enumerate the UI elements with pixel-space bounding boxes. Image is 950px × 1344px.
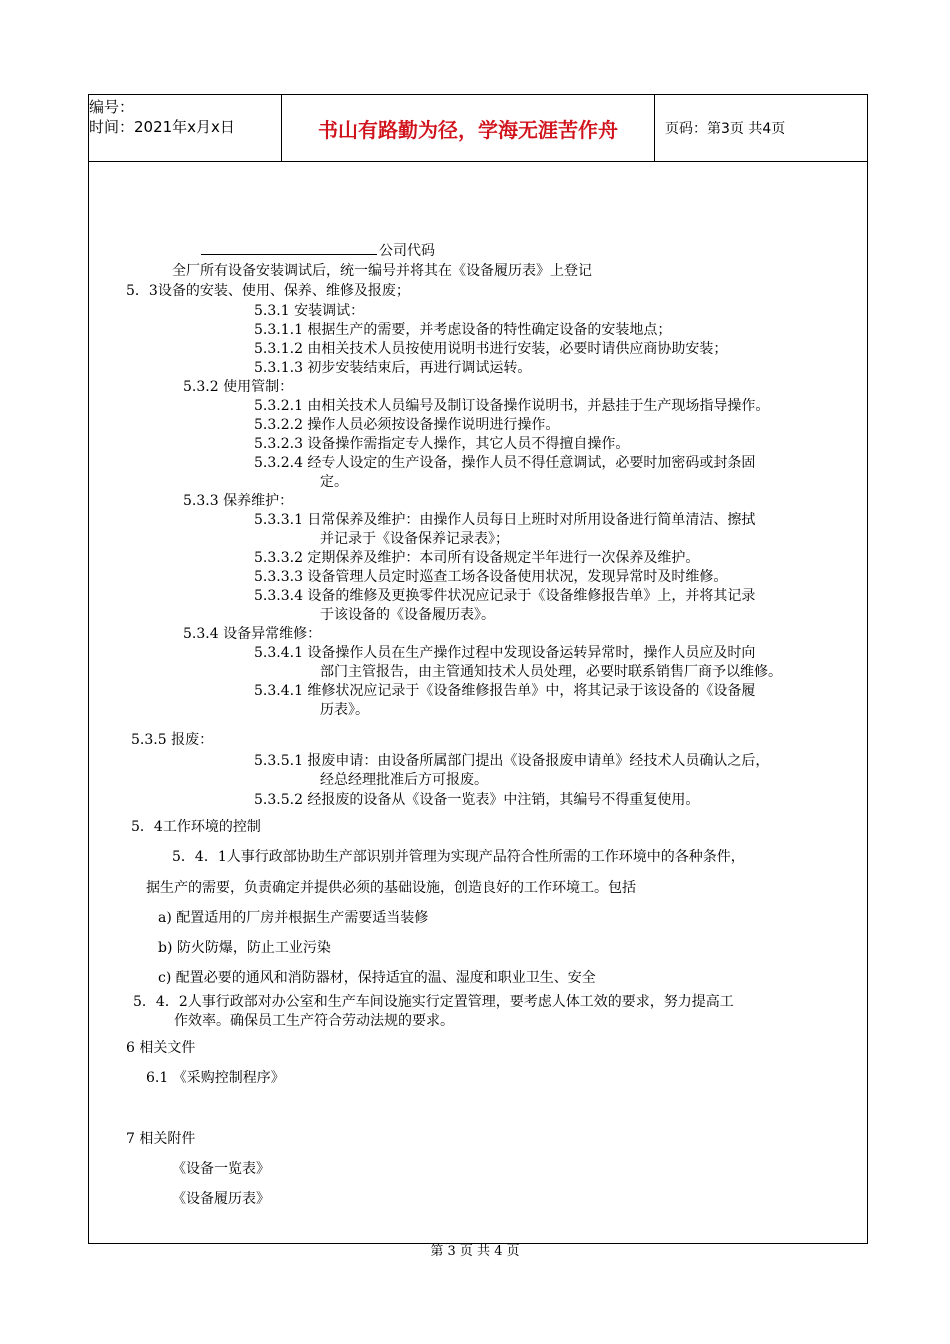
motto-text: 书山有路勤为径，学海无涯苦作舟 (318, 117, 618, 142)
body-line-cont: 作效率。确保员工生产符合劳动法规的要求。 (174, 1013, 454, 1029)
subsection-heading: 5.3.3 保养维护： (183, 493, 294, 509)
list-item: b) 防火防爆，防止工业污染 (158, 940, 331, 956)
motto-cell (282, 95, 655, 161)
header-info-cell (89, 95, 282, 161)
body-line: 5.3.3.2 定期保养及维护：本司所有设备规定半年进行一次保养及维护。 (254, 550, 700, 566)
body-line: 5.3.2.2 操作人员必须按设备操作说明进行操作。 (254, 417, 560, 433)
body-line: 5.3.4.1 维修状况应记录于《设备维修报告单》中，将其记录于该设备的《设备履 (254, 683, 756, 699)
body-line-cont: 于该设备的《设备履历表》。 (320, 607, 495, 623)
attachment-item: 《设备一览表》 (172, 1161, 270, 1177)
number-label: 编号： (89, 98, 135, 116)
body-line: 5.3.1.3 初步安装结束后，再进行调试运转。 (254, 360, 532, 376)
reference-item: 6.1 《采购控制程序》 (146, 1070, 285, 1086)
body-line: 5.3.5.1 报废申请：由设备所属部门提出《设备报废申请单》经技术人员确认之后， (254, 753, 770, 769)
section-heading: 5．4工作环境的控制 (131, 819, 261, 835)
page-footer (0, 1240, 950, 1259)
header-table (89, 95, 867, 162)
blank-underline (201, 240, 377, 255)
list-item: a) 配置适用的厂房并根据生产需要适当装修 (158, 910, 429, 926)
section-heading: 5．3设备的安装、使用、保养、维修及报废； (126, 283, 410, 299)
body-line: 5.3.5.2 经报废的设备从《设备一览表》中注销，其编号不得重复使用。 (254, 792, 700, 808)
section-heading: 7 相关附件 (126, 1131, 196, 1147)
body-line: 5.3.1.1 根据生产的需要，并考虑设备的特性确定设备的安装地点； (254, 322, 672, 338)
body-line: 全厂所有设备安装调试后，统一编号并将其在《设备履历表》上登记 (172, 263, 592, 279)
body-line-cont: 部门主管报告，由主管通知技术人员处理，必要时联系销售厂商予以维修。 (320, 664, 782, 680)
body-line-cont: 定。 (320, 474, 348, 490)
body-line: 5.3.3.4 设备的维修及更换零件状况应记录于《设备维修报告单》上，并将其记录 (254, 588, 756, 604)
company-code-line: 公司代码 (201, 240, 435, 260)
time-label: 时间：2021年x月x日 (89, 118, 235, 136)
attachment-item: 《设备履历表》 (172, 1191, 270, 1207)
subsection-heading: 5.3.4 设备异常维修： (183, 626, 322, 642)
body-line: 5.3.2.4 经专人设定的生产设备，操作人员不得任意调试，必要时加密码或封条固 (254, 455, 756, 471)
body-line: 5．4．2人事行政部对办公室和生产车间设施实行定置管理，要考虑人体工效的要求，努力提高工 (133, 994, 734, 1010)
body-line-cont: 据生产的需要，负责确定并提供必须的基础设施，创造良好的工作环境工。包括 (146, 880, 636, 896)
subsection-heading: 5.3.2 使用管制： (183, 379, 294, 395)
body-line: 5.3.2.1 由相关技术人员编号及制订设备操作说明书，并悬挂于生产现场指导操作。 (254, 398, 770, 414)
body-line-cont: 并记录于《设备保养记录表》； (320, 531, 509, 547)
body-line: 5.3.2.3 设备操作需指定专人操作，其它人员不得擅自操作。 (254, 436, 630, 452)
page-code-text: 页码：第3页 共4页 (665, 121, 786, 137)
section-heading: 6 相关文件 (126, 1040, 196, 1056)
body-line-cont: 历表》。 (320, 702, 369, 718)
page-code-cell (655, 95, 867, 161)
body-line: 5.3.3.3 设备管理人员定时巡查工场各设备使用状况，发现异常时及时维修。 (254, 569, 728, 585)
footer-page-number: 第 3 页 共 4 页 (430, 1244, 520, 1259)
body-line: 5.3.4.1 设备操作人员在生产操作过程中发现设备运转异常时，操作人员应及时向 (254, 645, 756, 661)
body-line: 5.3.1.2 由相关技术人员按使用说明书进行安装，必要时请供应商协助安装； (254, 341, 728, 357)
body-line: 5．4．1人事行政部协助生产部识别并管理为实现产品符合性所需的工作环境中的各种条件， (172, 849, 745, 865)
list-item: c) 配置必要的通风和消防器材，保持适宜的温、湿度和职业卫生、安全 (158, 970, 596, 986)
subsection-heading: 5.3.5 报废： (131, 732, 214, 748)
body-line: 5.3.3.1 日常保养及维护：由操作人员每日上班时对所用设备进行简单清洁、擦拭 (254, 512, 756, 528)
subsection-heading: 5.3.1 安装调试： (254, 303, 365, 319)
body-line-cont: 经总经理批准后方可报废。 (320, 772, 488, 788)
